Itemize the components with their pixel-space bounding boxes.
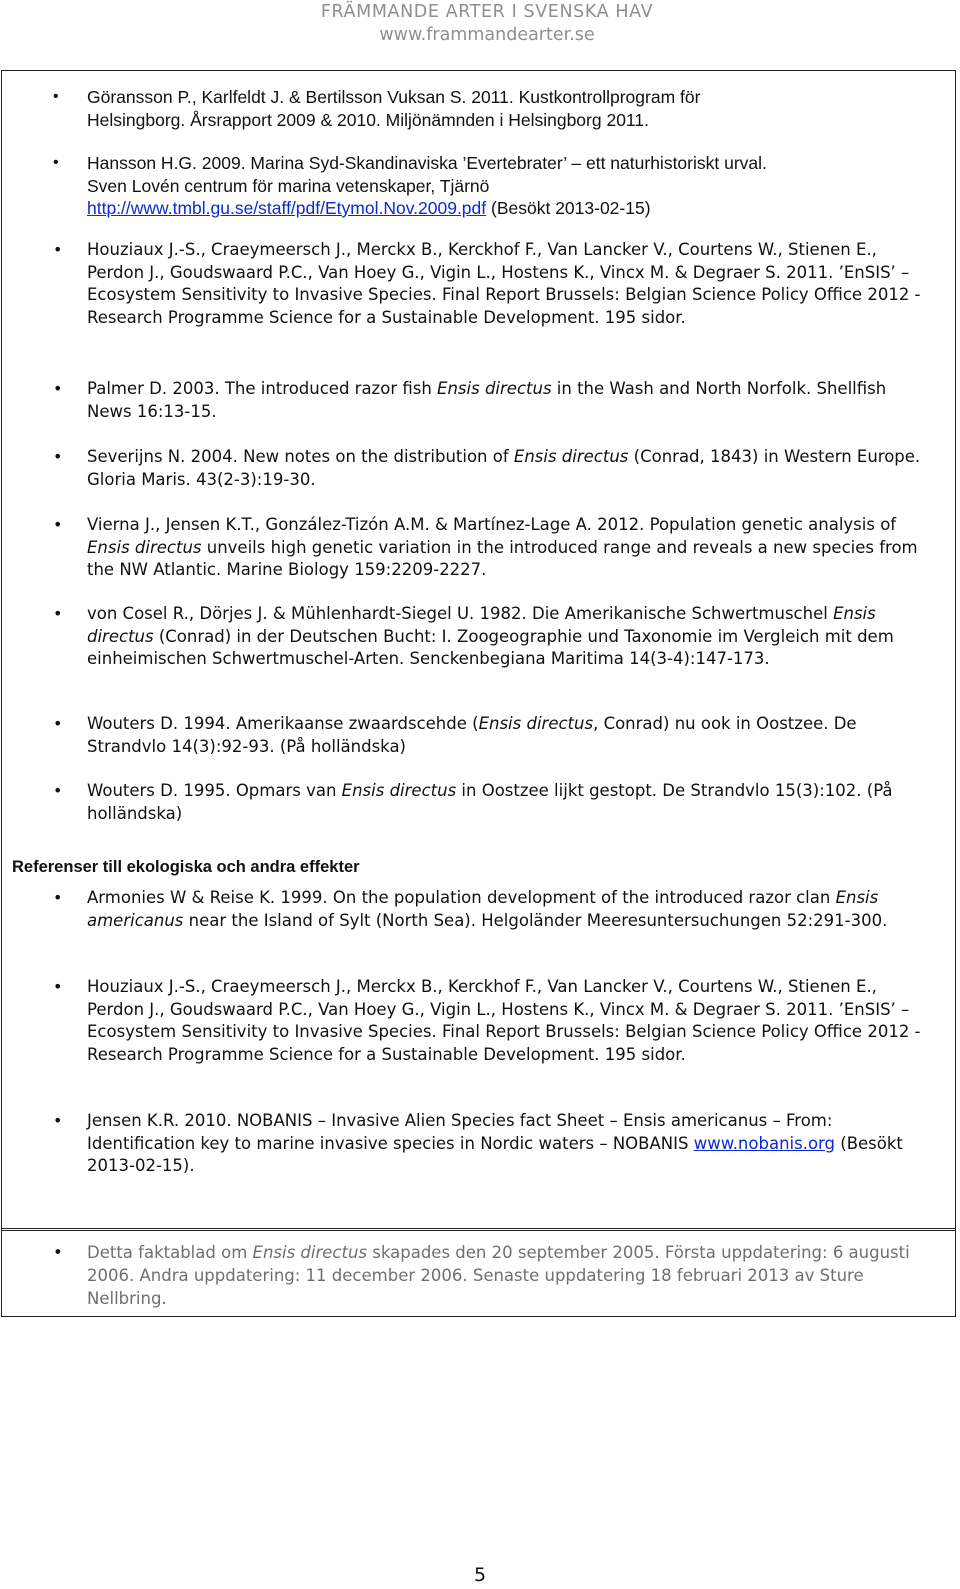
reference-line: Göransson P., Karlfeldt J. & Bertilsson Vuksan S. 2011. Kustkontrollprogram för [87, 87, 701, 107]
reference-text: Wouters D. 1994. Amerikaanse zwaardscehde ( [87, 714, 479, 733]
bullet-icon: • [53, 240, 63, 259]
reference-von-cosel [53, 603, 927, 671]
section-heading: Referenser till ekologiska och andra effekter [12, 858, 360, 876]
bullet-icon: • [53, 604, 63, 623]
reference-vierna [53, 514, 927, 582]
species-name: Ensis directus [341, 781, 457, 800]
header-url: www.frammandearter.se [379, 25, 595, 45]
reference-text: Jensen K.R. 2010. NOBANIS – Invasive Alien Species fact Sheet – Ensis americanus – From: Identification key to marine invasive species in Nordic waters – NOBANIS [87, 1111, 833, 1153]
reference-text: (Conrad, 1843) in Western Europe. Gloria Maris. 43(2-3):19-30. [87, 447, 921, 489]
bullet-icon: • [53, 781, 63, 800]
bullet-icon: • [53, 714, 63, 733]
reference-goransson [53, 86, 927, 131]
etymology-link[interactable]: http://www.tmbl.gu.se/staff/pdf/Etymol.Nov.2009.pdf [87, 198, 487, 218]
reference-palmer [53, 378, 927, 423]
reference-text: Houziaux J.-S., Craeymeersch J., Merckx B., Kerckhof F., Van Lancker V., Courtens W., Stienen E., Perdon J., Goudswaard P.C., Van Hoey G., Vigin L., Hostens K., Vincx M. & Degraer S. 2011. ’EnSIS’ – Ecosystem Sensitivity to Invasive Species. Final Report Brussels: Belgian Science Policy Office 2012 - Research Programme Science for a Sustainable Development. 195 sidor. [87, 977, 921, 1064]
reference-wouters-1995 [53, 780, 927, 825]
reference-text: Wouters D. 1995. Opmars van [87, 781, 342, 800]
link-suffix: (Besökt 2013-02-15) [486, 198, 651, 218]
reference-text: Palmer D. 2003. The introduced razor fish [87, 379, 438, 398]
reference-text: Armonies W & Reise K. 1999. On the population development of the introduced razor clan [87, 888, 836, 907]
header-title: FRÄMMANDE ARTER I SVENSKA HAV [320, 2, 654, 22]
note-text: skapades den 20 september 2005. Första uppdatering: 6 augusti 2006. Andra uppdatering: 11 december 2006. Senaste uppdatering 18 februari 2013 av Sture Nellbring. [87, 1243, 910, 1308]
species-name: Ensis directus [87, 537, 202, 557]
reference-text: von Cosel R., Dörjes J. & Mühlenhardt-Siegel U. 1982. Die Amerikanische Schwertmuschel [87, 604, 834, 623]
bullet-icon: • [53, 888, 63, 907]
reference-houziaux [53, 239, 927, 329]
note-text: Detta faktablad om [87, 1243, 253, 1262]
page-number: 5 [473, 1564, 487, 1586]
bullet-icon: • [53, 88, 59, 105]
reference-text: Houziaux J.-S., Craeymeersch J., Merckx B., Kerckhof F., Van Lancker V., Courtens W., Stienen E., Perdon J., Goudswaard P.C., Van Hoey G., Vigin L., Hostens K., Vincx M. & Degraer S. 2011. ’EnSIS’ – Ecosystem Sensitivity to Invasive Species. Final Report Brussels: Belgian Science Policy Office 2012 - Research Programme Science for a Sustainable Development. 195 sidor. [87, 240, 921, 327]
reference-text: near the Island of Sylt (North Sea). Helgoländer Meeresuntersuchungen 52:291-300. [183, 910, 888, 930]
reference-text: , Conrad) nu ook in Oostzee. De Strandvlo 14(3):92-93. (På holländska) [87, 714, 857, 756]
reference-wouters-1994 [53, 713, 927, 758]
reference-text: Vierna J., Jensen K.T., González-Tizón A.M. & Martínez-Lage A. 2012. Population genetic analysis of [87, 515, 897, 534]
reference-severijns [53, 446, 927, 491]
reference-text: Severijns N. 2004. New notes on the distribution of [87, 447, 514, 466]
reference-line: Hansson H.G. 2009. Marina Syd-Skandinaviska ’Evertebrater’ – ett naturhistoriskt urval. [87, 153, 767, 173]
nobanis-link[interactable]: www.nobanis.org [693, 1133, 836, 1153]
species-name: Ensis directus [437, 379, 552, 398]
reference-line: Helsingborg. Årsrapport 2009 & 2010. Miljönämnden i Helsingborg 2011. [87, 109, 649, 130]
reference-line: Sven Lovén centrum för marina vetenskaper, Tjärnö [87, 175, 490, 196]
bullet-icon: • [53, 154, 59, 171]
bullet-icon: • [53, 1243, 63, 1262]
species-name: Ensis americanus [87, 888, 879, 930]
reference-text: in Oostzee lijkt gestopt. De Strandvlo 15(3):102. (På holländska) [87, 781, 893, 823]
species-name: Ensis directus [87, 604, 876, 646]
species-name: Ensis directus [513, 447, 629, 466]
bullet-icon: • [53, 379, 63, 398]
bullet-icon: • [53, 447, 63, 466]
species-name: Ensis directus [478, 714, 594, 733]
bullet-icon: • [53, 977, 63, 996]
reference-text: in the Wash and North Norfolk. Shellfish News 16:13-15. [87, 379, 887, 421]
bullet-icon: • [53, 515, 63, 534]
reference-jensen [53, 1110, 927, 1178]
reference-houziaux-2 [53, 976, 927, 1066]
reference-text: unveils high genetic variation in the introduced range and reveals a new species from the NW Atlantic. Marine Biology 159:2209-2227. [87, 537, 918, 579]
species-name: Ensis directus [252, 1243, 368, 1262]
bullet-icon: • [53, 1111, 63, 1130]
reference-hansson [53, 152, 927, 220]
reference-text: (Conrad) in der Deutschen Bucht: I. Zoogeographie und Taxonomie im Vergleich mit dem einheimischen Schwertmuschel-Arten. Senckenbegiana Maritima 14(3-4):147-173. [87, 626, 894, 668]
update-note [53, 1241, 937, 1310]
reference-armonies [53, 887, 927, 932]
link-suffix: (Besökt 2013-02-15). [87, 1133, 903, 1175]
